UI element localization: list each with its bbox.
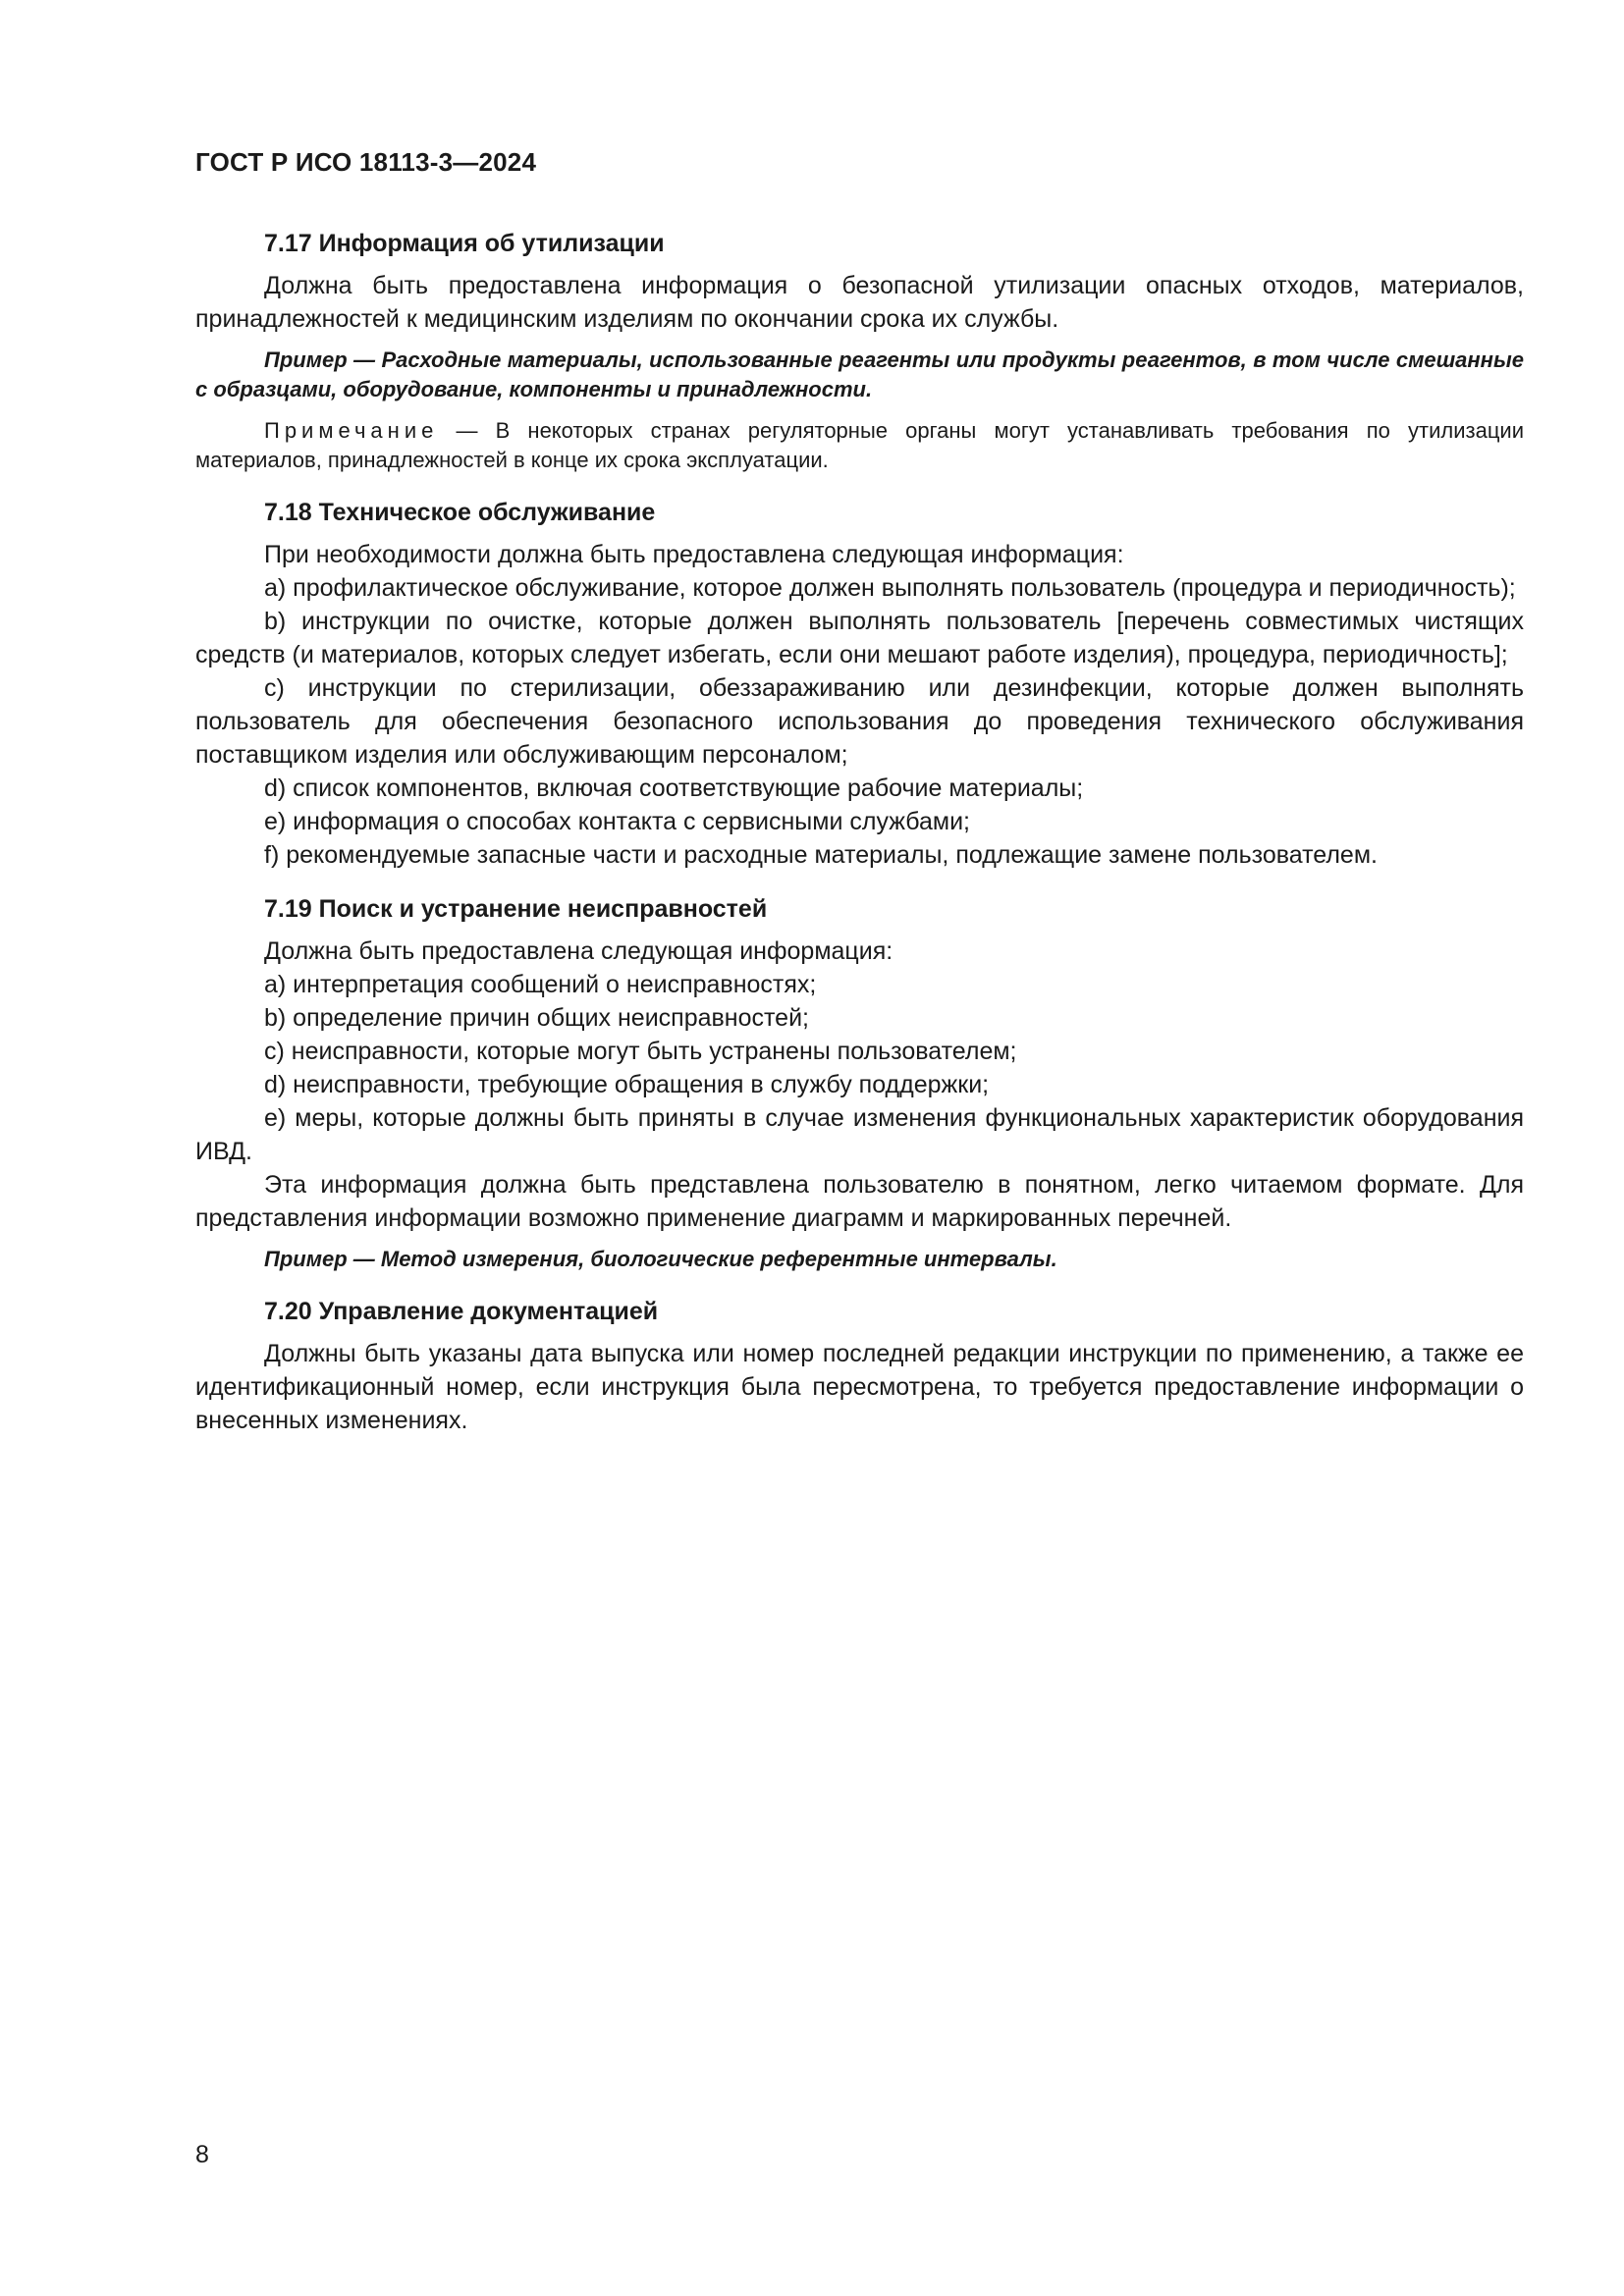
document-header: ГОСТ Р ИСО 18113-3—2024	[195, 147, 537, 177]
note	[195, 416, 1524, 475]
paragraph: Эта информация должна быть представлена пользователю в понятном, легко читаемом формате. Для представления информации возможно применение диаграмм и маркированных перечней.	[195, 1171, 1524, 1232]
document-body	[195, 218, 1524, 1437]
list-item: f) рекомендуемые запасные части и расходные материалы, подлежащие замене пользователем.	[264, 841, 1378, 869]
list-item: c) неисправности, которые могут быть устранены пользователем;	[264, 1038, 1017, 1065]
section-title: 7.17 Информация об утилизации	[264, 230, 665, 257]
list-item: e) информация о способах контакта с сервисными службами;	[264, 808, 970, 835]
note-label: Примечание	[264, 418, 439, 443]
note-text: — В некоторых странах регуляторные органы могут устанавливать требования по утилизации материалов, принадлежностей в конце их срока эксплуатации.	[195, 418, 1524, 472]
page-number: 8	[195, 2141, 209, 2168]
list-item: a) профилактическое обслуживание, которое должен выполнять пользователь (процедура и периодичность);	[264, 574, 1516, 602]
list-item: d) список компонентов, включая соответствующие рабочие материалы;	[264, 774, 1084, 802]
example-text: Пример — Расходные материалы, использованные реагенты или продукты реагентов, в том числе смешанные с образцами, оборудование, компоненты и принадлежности.	[195, 347, 1524, 401]
example-text: Пример — Метод измерения, биологические референтные интервалы.	[264, 1247, 1057, 1271]
paragraph: Должна быть предоставлена информация о безопасной утилизации опасных отходов, материалов, принадлежностей к медицинским изделиям по окончании срока их службы.	[195, 272, 1524, 333]
paragraph: При необходимости должна быть предоставлена следующая информация:	[264, 541, 1124, 568]
list-item: e) меры, которые должны быть приняты в случае изменения функциональных характеристик оборудования ИВД.	[195, 1104, 1524, 1165]
list-item: a) интерпретация сообщений о неисправностях;	[264, 971, 817, 998]
section-title: 7.19 Поиск и устранение неисправностей	[264, 895, 768, 923]
paragraph: Должны быть указаны дата выпуска или номер последней редакции инструкции по применению, а также ее идентификационный номер, если инструкция была пересмотрена, то требуется предоставление информации о внесенных изменениях.	[195, 1340, 1524, 1434]
list-item: b) определение причин общих неисправностей;	[264, 1004, 809, 1032]
list-item: b) инструкции по очистке, которые должен выполнять пользователь [перечень совместимых чистящих средств (и материалов, которых следует избегать, если они мешают работе изделия), процедура, периодичность];	[195, 608, 1524, 668]
section-title: 7.20 Управление документацией	[264, 1298, 659, 1325]
list-item: d) неисправности, требующие обращения в службу поддержки;	[264, 1071, 990, 1098]
section-title: 7.18 Техническое обслуживание	[264, 499, 656, 526]
list-item: c) инструкции по стерилизации, обеззараживанию или дезинфекции, которые должен выполнять пользователь для обеспечения безопасного использования до проведения технического обслуживания поставщиком изделия или обслуживающим персоналом;	[195, 674, 1524, 769]
paragraph: Должна быть предоставлена следующая информация:	[264, 937, 893, 965]
